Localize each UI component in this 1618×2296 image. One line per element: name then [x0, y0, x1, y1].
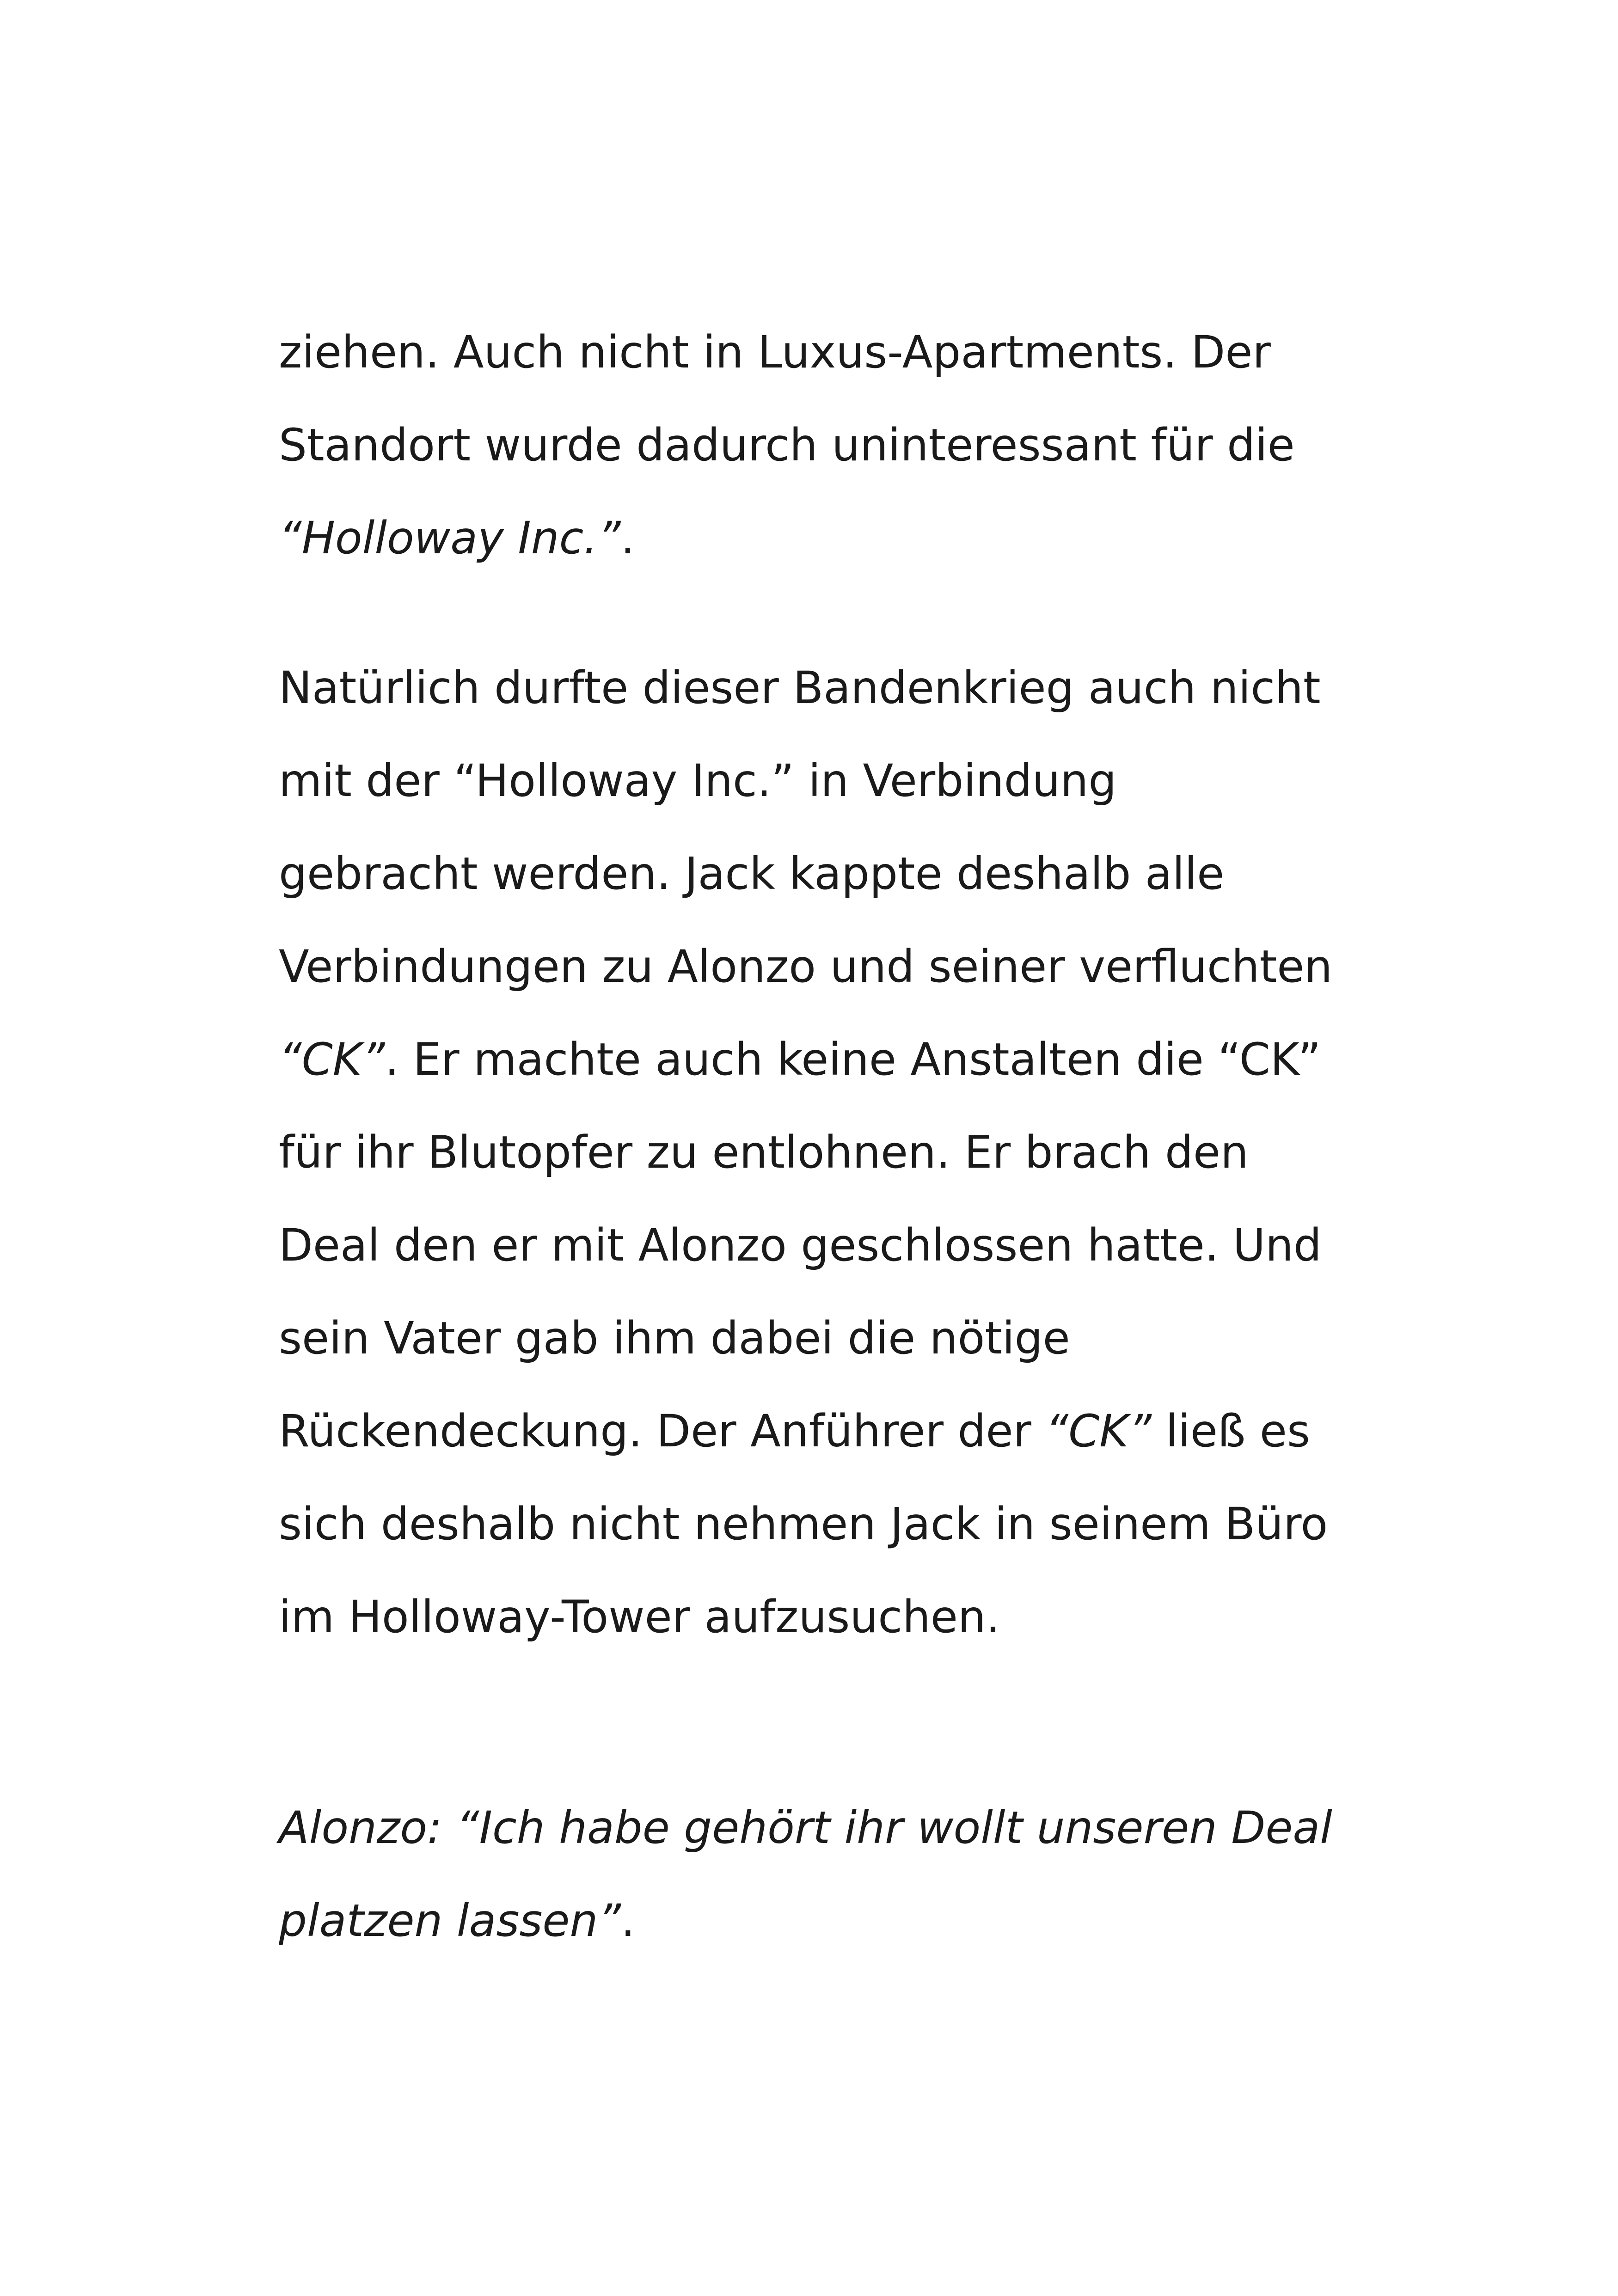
text-line [279, 1385, 1370, 1478]
italic-company-name: “Holloway Inc.” [279, 512, 621, 564]
text-line [279, 920, 1370, 1013]
italic-gang-name: “CK” [279, 1034, 385, 1085]
text-run: Standort wurde dadurch uninteressant für die [279, 419, 1295, 471]
text-line [279, 1478, 1370, 1571]
italic-dialogue: Alonzo: “Ich habe gehört ihr wollt unseren Deal [279, 1802, 1332, 1854]
text-run: sich deshalb nicht nehmen Jack in seinem Büro [279, 1498, 1328, 1550]
text-run: ließ es [1151, 1405, 1310, 1457]
text-line [279, 735, 1370, 827]
text-run: für ihr Blutopfer zu entlohnen. Er brach den [279, 1127, 1249, 1178]
text-line [279, 399, 1370, 492]
text-line [279, 1782, 1370, 1874]
text-line [279, 1013, 1370, 1106]
italic-gang-name: “CK” [1045, 1405, 1152, 1457]
text-line [279, 1199, 1370, 1292]
text-run: gebracht werden. Jack kappte deshalb alle [279, 848, 1225, 900]
text-run: Verbindungen zu Alonzo und seiner verfluchten [279, 941, 1333, 992]
text-line [279, 492, 1370, 585]
text-run: . [621, 1895, 635, 1947]
italic-dialogue: platzen lassen” [279, 1895, 621, 1947]
dialogue-paragraph [279, 1782, 1370, 1967]
text-line [279, 1292, 1370, 1385]
paragraph-1 [279, 306, 1370, 585]
text-run: sein Vater gab ihm dabei die nötige [279, 1312, 1070, 1364]
text-line [279, 1571, 1370, 1664]
text-run: . [620, 512, 635, 564]
text-run: im Holloway-Tower aufzusuchen. [279, 1591, 1000, 1643]
text-line [279, 306, 1370, 399]
text-run: . Er machte auch keine Anstalten die “CK” [385, 1034, 1321, 1085]
text-run: Deal den er mit Alonzo geschlossen hatte. Und [279, 1219, 1322, 1271]
paragraph-2 [279, 642, 1370, 1664]
text-line [279, 1106, 1370, 1199]
text-run: Rückendeckung. Der Anführer der [279, 1405, 1046, 1457]
text-line [279, 827, 1370, 920]
text-run: mit der “Holloway Inc.” in Verbindung [279, 755, 1117, 807]
text-run: ziehen. Auch nicht in Luxus-Apartments. Der [279, 326, 1271, 378]
text-line [279, 642, 1370, 735]
text-line [279, 1874, 1370, 1967]
text-run: Natürlich durfte dieser Bandenkrieg auch nicht [279, 662, 1321, 714]
